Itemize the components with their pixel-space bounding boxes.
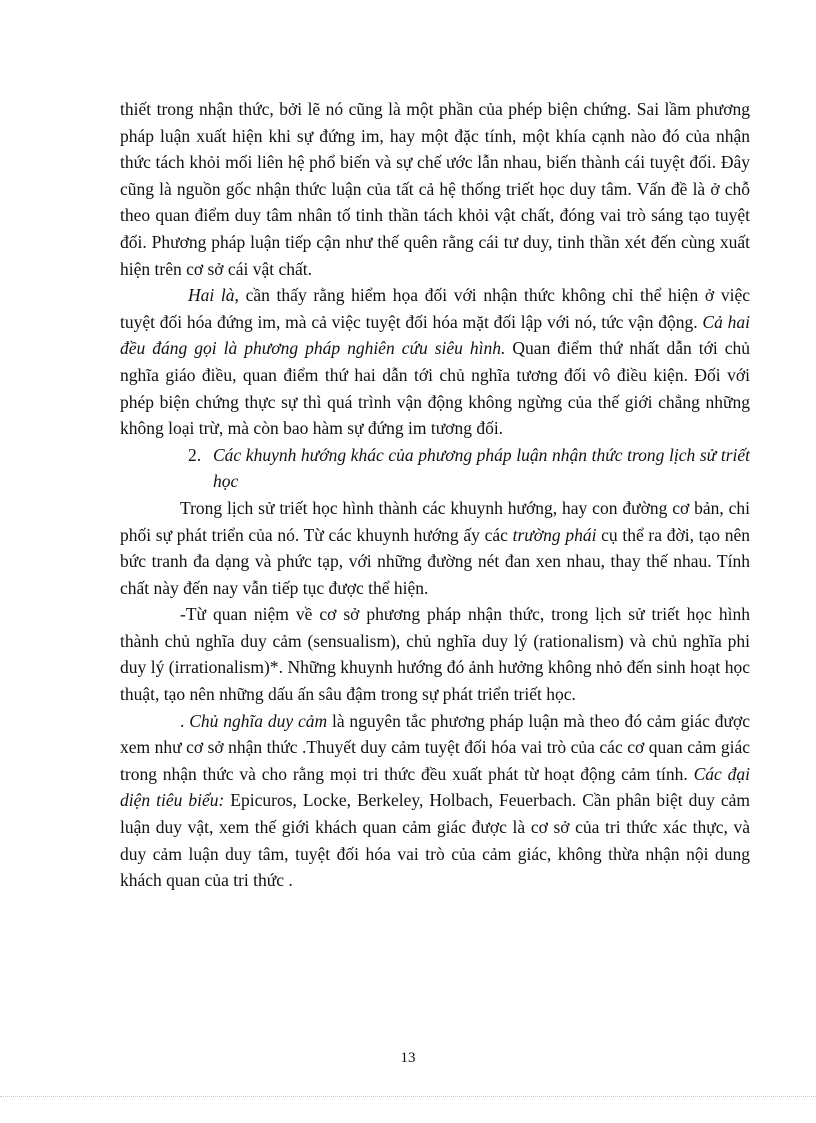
paragraph-5-text-a: là nguyên tắc phương pháp luận mà theo đó cảm giác được xem như cơ sở nhận thức .Thuyết duy cảm tuyệt đối hóa vai trò của các cơ quan cảm giác trong nhận thức và cho rằng mọi tri thức đều xuất phát từ hoạt động cảm tính. [120, 710, 750, 784]
paragraph-3 [120, 495, 750, 601]
paragraph-2 [120, 282, 750, 442]
paragraph-2-emphasis: Cả hai đều đáng gọi là phương pháp nghiên cứu siêu hình. [120, 311, 750, 359]
paragraph-2-lead: Hai là [188, 285, 235, 306]
paragraph-3-text-a: Trong lịch sử triết học hình thành các khuynh hướng, hay con đường cơ bản, chi phối sự phát triển của nó. Từ các khuynh hướng ấy các [120, 497, 750, 545]
document-body [120, 96, 750, 894]
paragraph-5-emphasis: Các đại diện tiêu biểu: [120, 763, 750, 811]
paragraph-3-text-b: cụ thể ra đời, tạo nên bức tranh đa dạng và phức tạp, với những đường nét đan xen nhau, thay thế nhau. Tính chất này đến nay vẫn tiếp tục được thể hiện. [120, 524, 751, 598]
page-bottom-divider [0, 1096, 816, 1097]
paragraph-5-prefix: . [180, 710, 190, 731]
paragraph-2-text-b: Quan điểm thứ nhất dẫn tới chủ nghĩa giáo điều, quan điểm thứ hai dẫn tới chủ nghĩa tương đối vô điều kiện. Đối với phép biện chứng thực sự thì quá trình vận động không ngừng của thế giới chẳng những không loại trừ, mà còn bao hàm sự đứng im tương đối. [120, 338, 750, 439]
section-title: Các khuynh hướng khác của phương pháp luận nhận thức trong lịch sử triết học [213, 444, 750, 492]
page-number: 13 [400, 1050, 416, 1066]
paragraph-2-text-a: , cần thấy rằng hiểm họa đối với nhận thức không chỉ thể hiện ở việc tuyệt đối hóa đứng im, mà cả việc tuyệt đối hóa mặt đối lập với nó, tức vận động. [120, 285, 750, 332]
paragraph-5-term: Chủ nghĩa duy cảm [189, 710, 328, 731]
paragraph-5-text-b: Epicuros, Locke, Berkeley, Holbach, Feuerbach. Cần phân biệt duy cảm luận duy vật, xem thế giới khách quan cảm giác được là cơ sở của tri thức xác thực, và duy cảm luận duy tâm, tuyệt đối hóa vai trò của cảm giác, không thừa nhận nội dung khách quan của tri thức . [120, 790, 751, 891]
paragraph-1: thiết trong nhận thức, bởi lẽ nó cũng là một phần của phép biện chứng. Sai lầm phương pháp luận xuất hiện khi sự đứng im, hay một đặc tính, một khía cạnh nào đó của nhận thức tách khỏi mối liên hệ phổ biến và sự chế ước lẫn nhau, biến thành cái tuyệt đối. Đây cũng là nguồn gốc nhận thức luận của tất cả hệ thống triết học duy tâm. Vấn đề là ở chỗ theo quan điểm duy tâm nhân tố tinh thần tách khỏi vật chất, đóng vai trò sáng tạo tuyệt đối. Phương pháp luận tiếp cận như thế quên rằng cái tư duy, tinh thần xét đến cùng xuất hiện trên cơ sở cái vật chất. [120, 99, 750, 279]
section-heading [188, 442, 750, 495]
paragraph-4: -Từ quan niệm về cơ sở phương pháp nhận thức, trong lịch sử triết học hình thành chủ nghĩa duy cảm (sensualism), chủ nghĩa duy lý (rationalism) và chủ nghĩa phi duy lý (irrationalism)*. Những khuynh hướng đó ảnh hưởng không nhỏ đến sinh hoạt học thuật, tạo nên những dấu ấn sâu đậm trong sự phát triển triết học. [120, 604, 750, 705]
paragraph-3-emphasis: trường phái [512, 524, 597, 545]
section-number: 2. [188, 444, 202, 465]
paragraph-5 [120, 708, 750, 894]
